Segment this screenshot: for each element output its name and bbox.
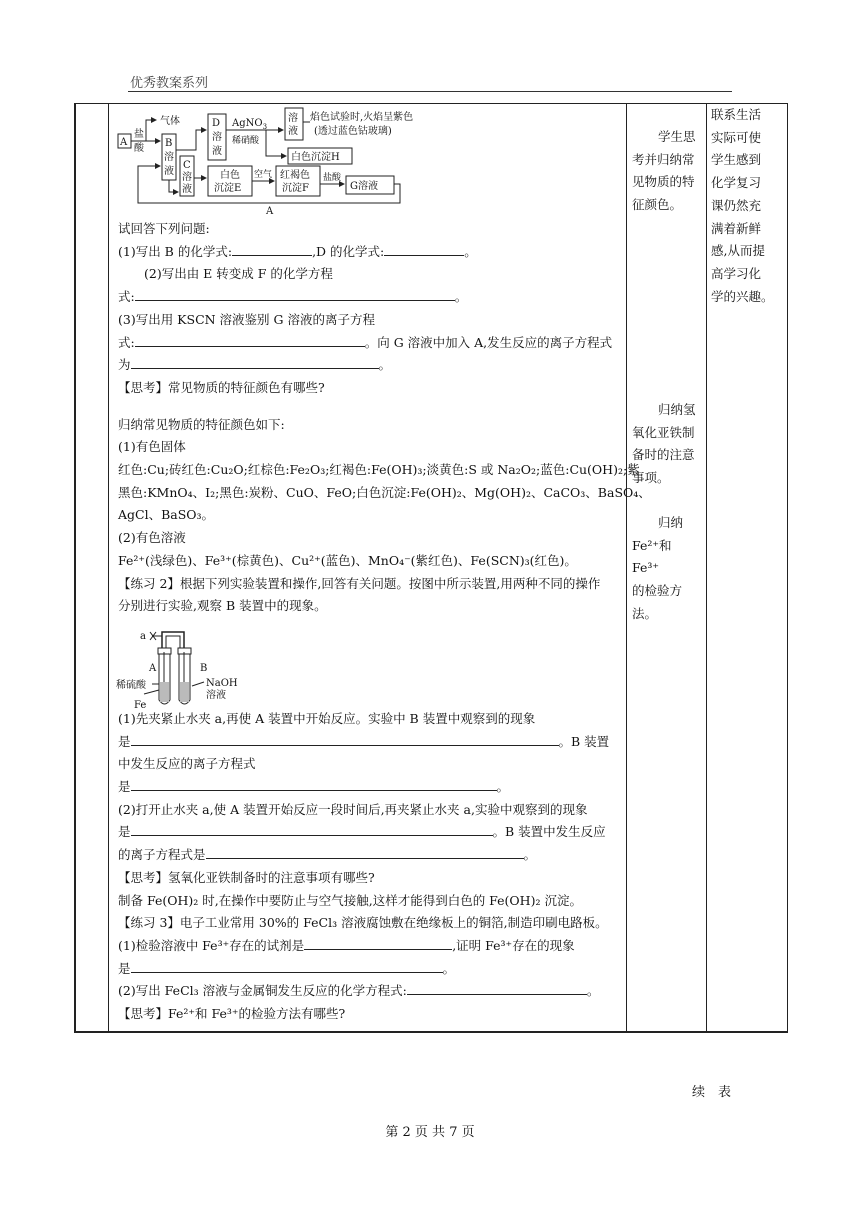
- diag-red-F-1: 红褐色: [280, 170, 310, 181]
- col4-line: 高学习化: [711, 265, 762, 281]
- diag-qiti: 气体: [160, 116, 180, 127]
- diag-kongqi: 空气: [254, 170, 273, 180]
- col3-b2-line: 归纳氢: [658, 402, 696, 417]
- diag-B-ye: 液: [164, 166, 174, 177]
- exercise-3-q2: (2)写出 FeCl₃ 溶液与金属铜发生反应的化学方程式: 。: [118, 983, 600, 999]
- exercise-3-q1-line2: 是 。: [118, 960, 456, 976]
- app-naoh: NaOH: [206, 678, 238, 689]
- app-A: A: [149, 663, 157, 674]
- solid-title: (1)有色固体: [118, 439, 186, 455]
- diag-C-ye: 液: [182, 184, 192, 195]
- col3-block-1: [632, 126, 702, 217]
- diag-flame-1: 焰色试验时,火焰呈紫色: [310, 112, 414, 123]
- diag-agno3: AgNO$_3$: [232, 118, 268, 131]
- app-a: a: [140, 631, 146, 642]
- question-3-line2: 式: 。向 G 溶液中加入 A,发生反应的离子方程式: [118, 334, 613, 350]
- question-3: (3)写出用 KSCN 溶液鉴别 G 溶液的离子方程: [118, 311, 375, 327]
- solution-line-1: Fe²⁺(浅绿色)、Fe³⁺(棕黄色)、Cu²⁺(蓝色)、MnO₄⁻(紫红色)、Fe(SCN)₃(红色)。: [118, 552, 577, 568]
- col3-b3-line: 归纳: [658, 515, 684, 530]
- solid-line-2: 黑色:KMnO₄、I₂;黑色:炭粉、CuO、FeO;白色沉淀:Fe(OH)₂、Mg(OH)₂、CaCO₃、BaSO₄、: [118, 484, 651, 500]
- solution-title: (2)有色溶液: [118, 530, 186, 546]
- diag-B: B: [165, 138, 173, 149]
- app-solution: 溶液: [206, 690, 226, 701]
- column-divider-2: [626, 104, 627, 1031]
- question-2: (2)写出由 E 转变成 F 的化学方程: [144, 266, 333, 282]
- exp-2-line-2: 是 。B 装置中发生反应: [118, 824, 606, 840]
- col3-b2-line: 备时的注意: [632, 447, 695, 463]
- diag-B-rong: 溶: [164, 152, 174, 163]
- diag-D-ye: 液: [212, 146, 222, 157]
- col3-block-2: [632, 399, 702, 490]
- col4-line: 化学复习: [711, 175, 762, 191]
- page-number: 第 2 页 共 7 页: [385, 1125, 475, 1140]
- solid-line-1: 红色:Cu;砖红色:Cu₂O;红棕色:Fe₂O₃;红褐色:Fe(OH)₃;淡黄色:S 或 Na₂O₂;蓝色:Cu(OH)₂;紫: [118, 462, 640, 478]
- col3-block-3: [632, 512, 702, 626]
- app-B: B: [200, 663, 208, 674]
- diag-yan: 盐: [134, 129, 144, 140]
- app-fe: Fe: [134, 700, 147, 711]
- diag-suan: 酸: [134, 143, 144, 154]
- col3-b3-line: Fe²⁺和 Fe³⁺: [632, 537, 672, 576]
- diag-yansuan: 盐酸: [323, 173, 342, 183]
- diag-G: G溶液: [350, 181, 378, 192]
- exp-1-line-4: 是 。: [118, 779, 510, 795]
- col3-b3-line: 法。: [632, 605, 658, 621]
- col4-line: 联系生活: [711, 107, 762, 122]
- col4-line: 学的兴趣。: [711, 288, 774, 304]
- think-colors: 【思考】常见物质的特征颜色有哪些?: [118, 379, 325, 395]
- exp-2-line-1: (2)打开止水夹 a,使 A 装置开始反应一段时间后,再夹紧止水夹 a,实验中观察到的现象: [118, 801, 588, 817]
- question-1: (1)写出 B 的化学式: ,D 的化学式: 。: [118, 243, 477, 259]
- intro: 试回答下列问题:: [118, 221, 210, 236]
- diag-xixiaosuan: 稀硝酸: [232, 136, 260, 146]
- exp-1-line-3: 中发生反应的离子方程式: [118, 756, 256, 772]
- diag-A: A: [120, 137, 128, 148]
- think-detection: 【思考】Fe²⁺和 Fe³⁺的检验方法有哪些?: [118, 1006, 346, 1022]
- diag-C-rong: 溶: [182, 172, 192, 183]
- column-divider-1: [108, 104, 109, 1031]
- exercise-3: 【练习 3】电子工业常用 30%的 FeCl₃ 溶液腐蚀敷在绝缘板上的铜箔,制造印刷电路板。: [118, 915, 608, 931]
- diag-white-E-2: 沉淀E: [214, 183, 242, 194]
- column-divider-3: [706, 104, 707, 1031]
- col3-b2-line: 事项。: [632, 470, 670, 486]
- col4-line: 课仍然充: [711, 197, 762, 213]
- exp-2-line-3: 的离子方程式是 。: [118, 847, 537, 863]
- col4-line: 满着新鲜: [711, 220, 762, 236]
- think-precautions: 【思考】氢氧化亚铁制备时的注意事项有哪些?: [118, 869, 375, 885]
- col3-b2-line: 氧化亚铁制: [632, 424, 695, 440]
- diag-red-F-2: 沉淀F: [282, 183, 309, 194]
- diag-flame-2: (透过蓝色钴玻璃): [314, 126, 392, 137]
- diag-white-E-1: 白色: [220, 170, 240, 181]
- question-3-line3: 为 。: [118, 357, 392, 373]
- diag-ye: 液: [288, 126, 298, 137]
- header-rule: [128, 91, 732, 92]
- diag-white-H: 白色沉淀H: [291, 152, 340, 163]
- col3-b1-line: 征颜色。: [632, 197, 683, 213]
- exp-1-line-2: 是 。B 装置: [118, 733, 610, 749]
- col4-block: [711, 104, 783, 308]
- diag-A-bottom: A: [266, 206, 274, 216]
- exercise-3-q1: (1)检验溶液中 Fe³⁺存在的试剂是 ,证明 Fe³⁺存在的现象: [118, 937, 575, 953]
- diag-D: D: [212, 118, 221, 129]
- page-header-title: 优秀教案系列: [130, 76, 209, 91]
- col3-b1-line: 见物质的特: [632, 174, 695, 190]
- exercise-2-line-1: 【练习 2】根据下列实验装置和操作,回答有关问题。按图中所示装置,用两种不同的操作: [118, 575, 601, 591]
- main-content: [118, 104, 651, 1026]
- col3-b1-line: 考并归纳常: [632, 151, 695, 167]
- exp-1-line-1: (1)先夹紧止水夹 a,再使 A 装置中开始反应。实验中 B 装置中观察到的现象: [118, 710, 536, 726]
- col3-b3-line: 的检验方: [632, 583, 683, 599]
- diag-rong: 溶: [288, 113, 298, 124]
- apparatus-diagram: [116, 624, 246, 712]
- diag-C: C: [183, 160, 191, 171]
- col4-line: 实际可使: [711, 129, 762, 145]
- app-acid: 稀硫酸: [116, 680, 146, 691]
- summary-title: 归纳常见物质的特征颜色如下:: [118, 416, 285, 432]
- col3-b1-line: 学生思: [658, 129, 696, 144]
- col4-line: 学生感到: [711, 152, 762, 168]
- solid-line-3: AgCl、BaSO₃。: [118, 507, 215, 523]
- prep-note: 制备 Fe(OH)₂ 时,在操作中要防止与空气接触,这样才能得到白色的 Fe(OH)₂ 沉淀。: [118, 892, 582, 908]
- diag-D-rong: 溶: [212, 132, 222, 143]
- exercise-2-line-2: 分别进行实验,观察 B 装置中的现象。: [118, 598, 327, 614]
- col4-line: 感,从而提: [711, 243, 765, 259]
- continued-label: 续 表: [692, 1085, 732, 1100]
- question-2-answer: 式: 。: [118, 289, 468, 305]
